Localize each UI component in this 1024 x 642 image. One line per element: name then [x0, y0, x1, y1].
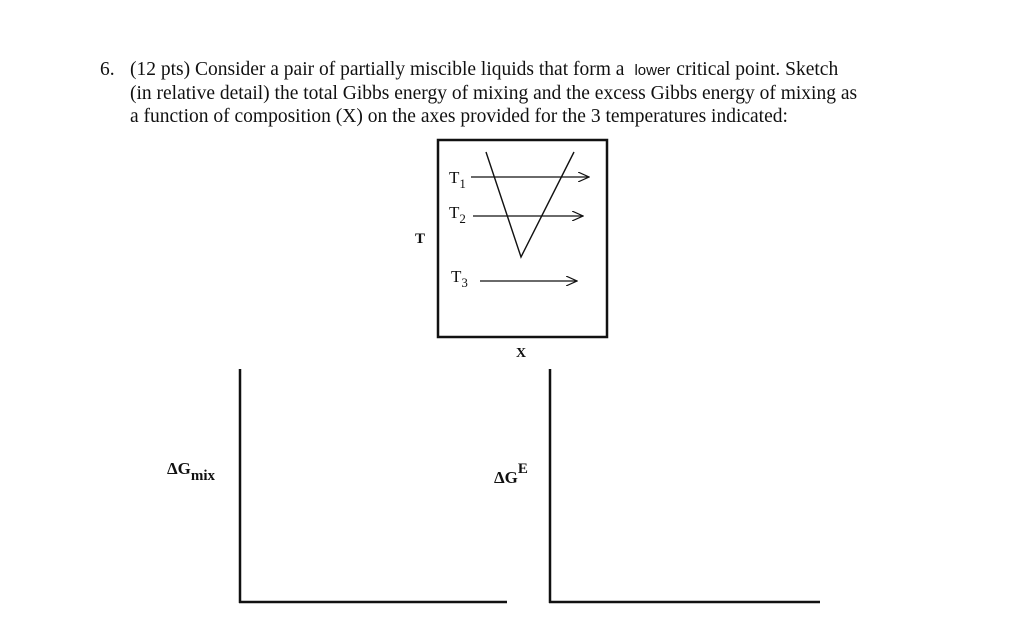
gibbs-mix-label: ΔGmix: [167, 459, 216, 484]
gibbs-excess-axes: [494, 369, 820, 603]
t2-label: $T_2$: [449, 203, 466, 226]
phase-diagram: [415, 140, 607, 361]
phase-diagram-frame: [438, 140, 607, 337]
lower-word: lower: [634, 62, 671, 79]
gibbs-excess-label: ΔGE: [494, 461, 528, 487]
question-number: 6.: [100, 59, 115, 80]
question-line-3: a function of composition (X) on the axes provided for the 3 temperatures indicated:: [130, 106, 788, 127]
t1-label: $T_1$: [449, 168, 466, 191]
question-text-part: (12 pts) Consider a pair of partially miscible liquids that form a: [130, 59, 625, 80]
gibbs-mixing-axes: [167, 369, 507, 603]
t3-label: $T_3$: [451, 267, 468, 290]
y-axis-label: T: [415, 231, 426, 247]
question-text-part: critical point. Sketch: [676, 59, 839, 80]
coexistence-curve: [486, 152, 574, 257]
x-axis-label: X: [516, 346, 527, 361]
question-line-2: (in relative detail) the total Gibbs energy of mixing and the excess Gibbs energy of mixing as: [130, 83, 858, 104]
